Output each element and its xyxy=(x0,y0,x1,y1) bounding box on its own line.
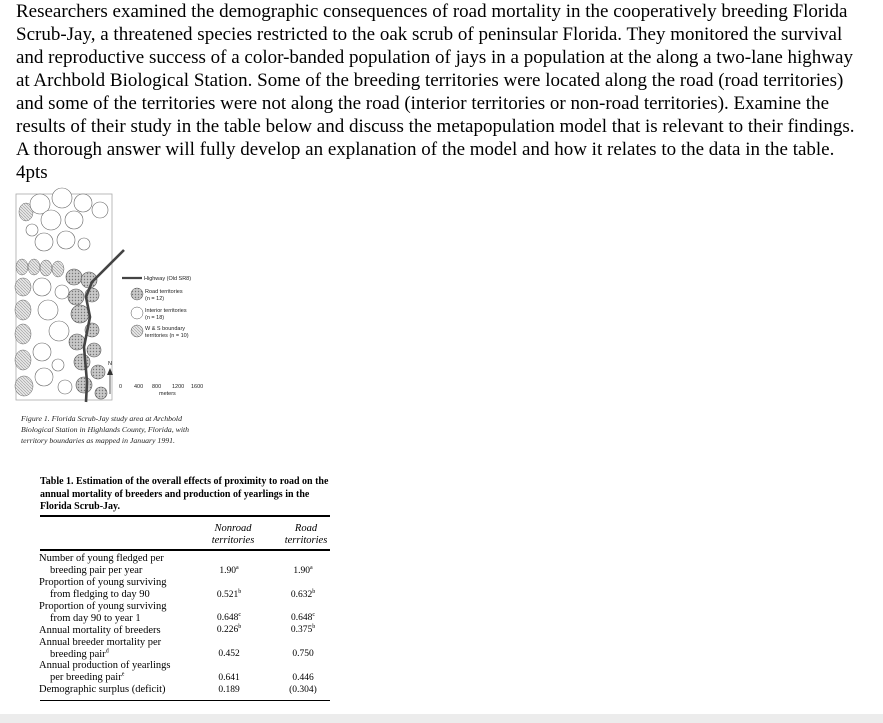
table-cell-road: 0.446 xyxy=(292,673,314,683)
svg-text:N: N xyxy=(108,361,112,367)
legend-road: Road territories xyxy=(145,289,183,295)
table-top-rule xyxy=(40,515,330,517)
study-area-map xyxy=(14,182,214,407)
table-cell-road: 0.648$^c$ xyxy=(290,611,316,623)
table-row-label: Demographic surplus (deficit) xyxy=(39,684,166,695)
col-header-nonroad: Nonroad territories xyxy=(211,523,255,546)
svg-text:1600: 1600 xyxy=(191,384,204,390)
table-bottom-rule xyxy=(40,700,330,701)
table-cell-road: 0.750 xyxy=(292,649,314,659)
table-row-label: Number of young fledged per breeding pair per year xyxy=(39,553,164,576)
table-cell-road: 0.632$^b$ xyxy=(290,588,316,600)
table-cell-nonroad: 0.521$^b$ xyxy=(216,588,242,600)
svg-text:400: 400 xyxy=(134,384,144,390)
table-cell-nonroad: 0.648$^c$ xyxy=(216,611,242,623)
legend-boundary: W & S boundary xyxy=(145,326,186,332)
table-title: Table 1. Estimation of the overall effects of proximity to road on the annual mortality of breeders and production of yearlings in the Florida Scrub-Jay. xyxy=(40,476,329,512)
table-cell-nonroad: 0.226$^b$ xyxy=(216,623,242,635)
table-cell-road: 1.90$^a$ xyxy=(293,564,313,576)
table-row-label: Proportion of young surviving from day 90 to year 1 xyxy=(39,601,167,624)
legend-highway: Highway (Old SR8) xyxy=(144,276,192,282)
legend-interior: Interior territories xyxy=(145,308,187,314)
figure-caption: Figure 1. Florida Scrub-Jay study area at Archbold Biological Station in Highlands County, Florida, with territory boundaries as mapped in January 1991. xyxy=(21,414,190,445)
legend-interior-n: (n = 18) xyxy=(145,315,165,321)
svg-text:0: 0 xyxy=(119,384,123,390)
table-cell-road: 0.375$^b$ xyxy=(290,623,316,635)
table-row-label: Proportion of young surviving from fledging to day 90 xyxy=(39,577,167,600)
svg-text:1200: 1200 xyxy=(172,384,185,390)
col-header-road: Road territories xyxy=(284,523,328,546)
legend-boundary-n: territories (n = 10) xyxy=(145,333,189,339)
legend-road-n: (n = 12) xyxy=(145,296,165,302)
table-cell-nonroad: 0.452 xyxy=(218,649,240,659)
horizontal-scrollbar-track[interactable] xyxy=(0,714,883,723)
table-cell-nonroad: 0.189 xyxy=(218,685,240,695)
table-row-label: Annual mortality of breeders xyxy=(39,625,161,636)
table-row-label: Annual breeder mortality per breeding pair$^d$ xyxy=(39,637,162,660)
svg-text:meters: meters xyxy=(159,391,176,397)
table-row-label: Annual production of yearlings per breeding pair$^e$ xyxy=(39,660,171,683)
map-legend xyxy=(122,276,191,339)
table-header-rule xyxy=(40,549,330,551)
table-cell-nonroad: 0.641 xyxy=(218,673,240,683)
table-cell-nonroad: 1.90$^a$ xyxy=(219,564,239,576)
question-text: Researchers examined the demographic consequences of road mortality in the cooperatively breeding Florida Scrub-Jay, a threatened species restricted to the oak scrub of peninsular Florida. They monitored the survival and reproductive success of a color-banded population of jays in a population at the along a two-lane highway at Archbold Biological Station. Some of the breeding territories were located along the road (road territories) and some of the territories were not along the road (interior territories or non-road territories). Examine the results of their study in the table below and discuss the metapopulation model that is relevant to their findings. A thorough answer will fully develop an explanation of the model and how it relates to the data in the table. 4pts xyxy=(16,1,855,183)
svg-text:800: 800 xyxy=(152,384,162,390)
table-cell-road: (0.304) xyxy=(289,685,317,695)
scale-bar xyxy=(119,384,203,397)
